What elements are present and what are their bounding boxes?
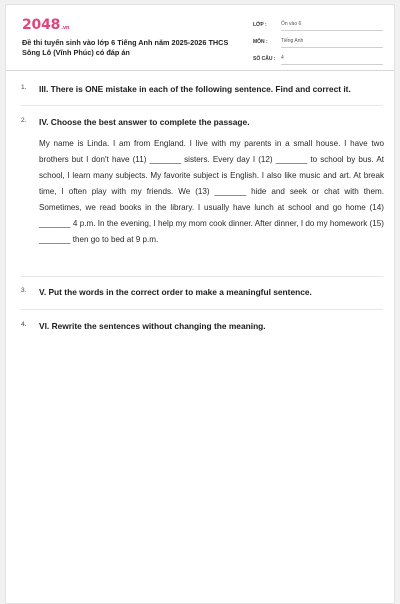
question-number: 1.: [21, 84, 27, 91]
document-title: Đề thi tuyển sinh vào lớp 6 Tiếng Anh năm 2025-2026 THCS Sông Lô (Vĩnh Phúc) có đáp án: [22, 38, 229, 57]
logo-text: 2048: [22, 17, 61, 33]
divider: [21, 309, 383, 310]
meta-label-class: LỚP :: [253, 22, 267, 28]
meta-label-subject: MÔN :: [253, 39, 268, 45]
document-header: [6, 5, 394, 71]
meta-label-question-count: SỐ CÂU :: [253, 56, 276, 62]
logo-suffix: .vn: [61, 25, 70, 31]
meta-value-question-count: 4: [281, 53, 383, 65]
question-title: VI. Rewrite the sentences without changing the meaning.: [39, 321, 266, 331]
meta-row-subject: [253, 35, 383, 49]
document-page: [5, 4, 395, 604]
meta-row-question-count: [253, 52, 383, 66]
meta-value-subject: Tiếng Anh: [281, 36, 383, 48]
divider: [21, 276, 383, 277]
site-logo[interactable]: [22, 17, 69, 33]
document-meta: [253, 18, 383, 69]
question-number: 3.: [21, 287, 27, 294]
question-number: 2.: [21, 117, 27, 124]
divider: [21, 105, 383, 106]
meta-value-class: Ôn vào 6: [281, 19, 383, 31]
question-title: IV. Choose the best answer to complete the passage.: [39, 117, 250, 127]
reading-passage: My name is Linda. I am from England. I live with my parents in a small house. I have two brothers but I don't have (11) _______ sisters. Every day I (12) _______ to school by bus. At school, I learn many subjects. My favorite subject is English. I also like music and art. At break time, I often play with my friends. We (13) _______ hide and seek or chat with them. Sometimes, we read books in the library. I usually have lunch at school and go home (14) _______ 4 p.m. In the evening, I help my mom cook dinner. After dinner, I do my homework (15) _______ then go to bed at 9 p.m.: [39, 139, 384, 244]
question-title: III. There is ONE mistake in each of the following sentence. Find and correct it.: [39, 84, 351, 94]
question-title: V. Put the words in the correct order to make a meaningful sentence.: [39, 287, 312, 297]
meta-row-class: [253, 18, 383, 32]
question-number: 4.: [21, 321, 27, 328]
